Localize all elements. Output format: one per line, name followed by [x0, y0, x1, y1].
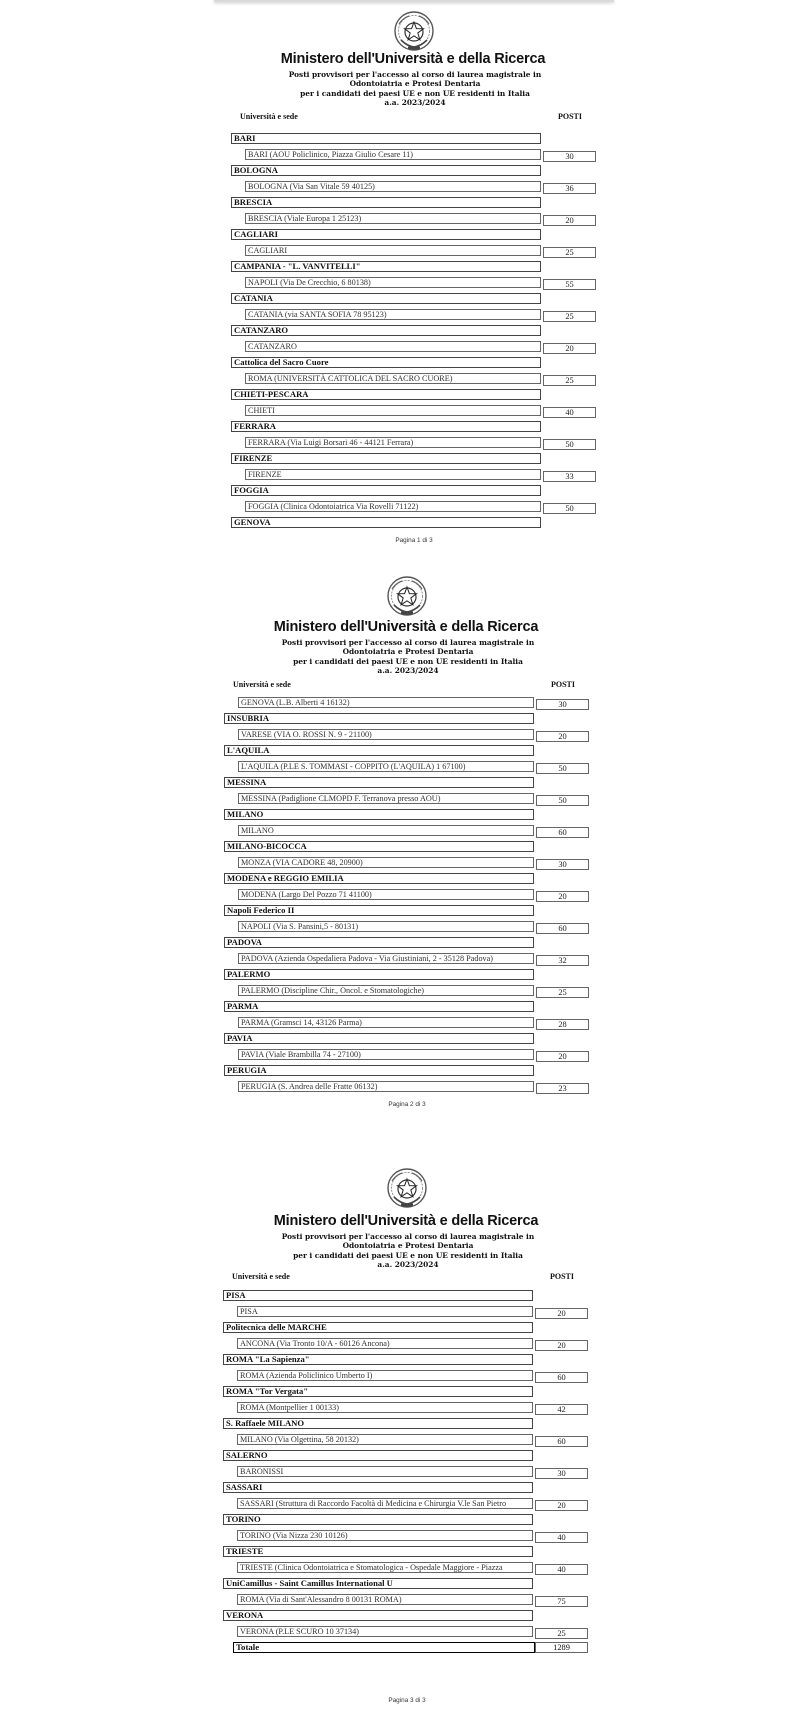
page-footer: Pagina 3 di 3: [388, 1697, 426, 1704]
university-name: SALERNO: [223, 1450, 533, 1461]
column-header-posti: POSTI: [558, 112, 583, 121]
sede-name: ROMA (Via di Sant'Alessandro 8 00131 ROMA): [237, 1594, 533, 1605]
university-name: FOGGIA: [231, 485, 541, 496]
sede-name: VERONA (P.LE SCURO 10 37134): [237, 1626, 533, 1637]
sede-name: L'AQUILA (P.LE S. TOMMASI - COPPITO (L'AQUILA) 1 67100): [238, 761, 534, 772]
university-name: MILANO-BICOCCA: [224, 841, 534, 852]
republic-emblem-icon: [393, 10, 435, 52]
university-name: MESSINA: [224, 777, 534, 788]
university-name: TRIESTE: [223, 1546, 533, 1557]
university-name: Cattolica del Sacro Cuore: [231, 357, 541, 368]
posti-value: 32: [536, 955, 589, 966]
posti-value: 20: [535, 1340, 588, 1351]
university-name: PAVIA: [224, 1033, 534, 1044]
university-name: CAMPANIA - "L. VANVITELLI": [231, 261, 541, 272]
posti-value: 20: [543, 343, 596, 354]
posti-value: 25: [543, 311, 596, 322]
column-header-university: Università e sede: [233, 680, 291, 689]
sede-name: VARESE (VIA O. ROSSI N. 9 - 21100): [238, 729, 534, 740]
sede-name: CAGLIARI: [245, 245, 541, 256]
sede-name: TRIESTE (Clinica Odontoiatrica e Stomatologica - Ospedale Maggiore - Piazza: [237, 1562, 533, 1573]
posti-value: 60: [536, 923, 589, 934]
sede-name: FOGGIA (Clinica Odontoiatrica Via Rovelli 71122): [245, 501, 541, 512]
sede-name: FIRENZE: [245, 469, 541, 480]
posti-value: 20: [543, 215, 596, 226]
subtitle-line: Odontoiatria e Protesi Dentaria: [349, 79, 481, 89]
posti-value: 23: [536, 1083, 589, 1094]
sede-name: MILANO (Via Olgettina, 58 20132): [237, 1434, 533, 1445]
posti-value: 25: [535, 1628, 588, 1639]
university-name: BARI: [231, 133, 541, 144]
posti-value: 55: [543, 279, 596, 290]
subtitle-line: Posti provvisori per l'accesso al corso di laurea magistrale in: [288, 70, 542, 79]
posti-value: 75: [535, 1596, 588, 1607]
university-name: VERONA: [223, 1610, 533, 1621]
university-name: Politecnica delle MARCHE: [223, 1322, 533, 1333]
university-name: MILANO: [224, 809, 534, 820]
republic-emblem-icon: [386, 1167, 428, 1209]
sede-name: PERUGIA (S. Andrea delle Fratte 06132): [238, 1081, 534, 1092]
posti-value: 20: [535, 1500, 588, 1511]
sede-name: CATANIA (via SANTA SOFIA 78 95123): [245, 309, 541, 320]
university-name: ROMA "Tor Vergata": [223, 1386, 533, 1397]
posti-value: 30: [536, 859, 589, 870]
university-name: FERRARA: [231, 421, 541, 432]
sede-name: MONZA (VIA CADORE 48, 20900): [238, 857, 534, 868]
university-name: L'AQUILA: [224, 745, 534, 756]
university-name: PERUGIA: [224, 1065, 534, 1076]
university-name: CATANZARO: [231, 325, 541, 336]
ministry-title: Ministero dell'Università e della Ricerca: [273, 619, 539, 635]
column-header-university: Università e sede: [232, 1272, 290, 1281]
column-header-university: Università e sede: [240, 112, 298, 121]
page-footer: Pagina 2 di 3: [388, 1101, 426, 1108]
posti-value: 25: [543, 375, 596, 386]
subtitle-line: a.a. 2023/2024: [384, 98, 446, 108]
sede-name: PISA: [237, 1306, 533, 1317]
university-name: GENOVA: [231, 517, 541, 528]
sede-name: TORINO (Via Nizza 230 10126): [237, 1530, 533, 1541]
subtitle-line: Posti provvisori per l'accesso al corso di laurea magistrale in: [281, 638, 535, 647]
posti-value: 50: [536, 763, 589, 774]
university-name: CHIETI-PESCARA: [231, 389, 541, 400]
posti-value: 30: [543, 151, 596, 162]
sede-name: MODENA (Largo Del Pozzo 71 41100): [238, 889, 534, 900]
posti-value: 50: [543, 439, 596, 450]
posti-value: 30: [535, 1468, 588, 1479]
university-name: SASSARI: [223, 1482, 533, 1493]
sede-name: CHIETI: [245, 405, 541, 416]
sede-name: PAVIA (Viale Brambilla 74 - 27100): [238, 1049, 534, 1060]
posti-value: 60: [535, 1372, 588, 1383]
posti-value: 28: [536, 1019, 589, 1030]
university-name: TORINO: [223, 1514, 533, 1525]
university-name: INSUBRIA: [224, 713, 534, 724]
posti-value: 40: [535, 1564, 588, 1575]
posti-value: 50: [543, 503, 596, 514]
sede-name: ROMA (UNIVERSITÀ CATTOLICA DEL SACRO CUORE): [245, 373, 541, 384]
subtitle-line: Odontoiatria e Protesi Dentaria: [342, 647, 474, 657]
sede-name: MILANO: [238, 825, 534, 836]
university-name: CAGLIARI: [231, 229, 541, 240]
sede-name: ROMA (Montpellier 1 00133): [237, 1402, 533, 1413]
university-name: PARMA: [224, 1001, 534, 1012]
posti-value: 33: [543, 471, 596, 482]
sede-name: MESSINA (Padiglione CLMOPD F. Terranova presso AOU): [238, 793, 534, 804]
subtitle-line: per i candidati dei paesi UE e non UE residenti in Italia: [293, 656, 523, 666]
sede-name: FERRARA (Via Luigi Borsari 46 - 44121 Ferrara): [245, 437, 541, 448]
sede-name: BOLOGNA (Via San Vitale 59 40125): [245, 181, 541, 192]
posti-value: 25: [536, 987, 589, 998]
sede-name: CATANZARO: [245, 341, 541, 352]
university-name: UniCamillus - Saint Camillus International U: [223, 1578, 533, 1589]
posti-value: 20: [536, 731, 589, 742]
subtitle-line: per i candidati dei paesi UE e non UE residenti in Italia: [293, 1250, 523, 1260]
sede-name: PARMA (Gramsci 14, 43126 Parma): [238, 1017, 534, 1028]
sede-name: BARONISSI: [237, 1466, 533, 1477]
total-value: 1289: [535, 1642, 588, 1653]
column-header-posti: POSTI: [550, 1272, 575, 1281]
subtitle-line: a.a. 2023/2024: [377, 666, 439, 676]
sede-name: ANCONA (Via Tronto 10/A - 60126 Ancona): [237, 1338, 533, 1349]
page-footer: Pagina 1 di 3: [395, 537, 433, 544]
university-name: PADOVA: [224, 937, 534, 948]
university-name: PISA: [223, 1290, 533, 1301]
subtitle-line: Posti provvisori per l'accesso al corso di laurea magistrale in: [281, 1232, 535, 1241]
posti-value: 20: [535, 1308, 588, 1319]
sede-name: SASSARI (Struttura di Raccordo Facoltà di Medicina e Chirurgia V.le San Pietro: [237, 1498, 533, 1509]
subtitle-line: a.a. 2023/2024: [377, 1260, 439, 1270]
posti-value: 40: [535, 1532, 588, 1543]
sede-name: ROMA (Azienda Policlinico Umberto I): [237, 1370, 533, 1381]
subtitle-line: Odontoiatria e Protesi Dentaria: [342, 1241, 474, 1251]
sede-name: NAPOLI (Via S. Pansini,5 - 80131): [238, 921, 534, 932]
sede-name: PADOVA (Azienda Ospedaliera Padova - Via Giustiniani, 2 - 35128 Padova): [238, 953, 534, 964]
posti-value: 25: [543, 247, 596, 258]
university-name: CATANIA: [231, 293, 541, 304]
university-name: Napoli Federico II: [224, 905, 534, 916]
posti-value: 20: [536, 1051, 589, 1062]
university-name: S. Raffaele MILANO: [223, 1418, 533, 1429]
sede-name: GENOVA (L.B. Alberti 4 16132): [238, 697, 534, 708]
republic-emblem-icon: [386, 575, 428, 617]
sede-name: NAPOLI (Via De Crecchio, 6 80138): [245, 277, 541, 288]
university-name: PALERMO: [224, 969, 534, 980]
university-name: ROMA "La Sapienza": [223, 1354, 533, 1365]
university-name: MODENA e REGGIO EMILIA: [224, 873, 534, 884]
university-name: FIRENZE: [231, 453, 541, 464]
posti-value: 42: [535, 1404, 588, 1415]
university-name: BRESCIA: [231, 197, 541, 208]
posti-value: 50: [536, 795, 589, 806]
posti-value: 20: [536, 891, 589, 902]
sede-name: BRESCIA (Viale Europa 1 25123): [245, 213, 541, 224]
column-header-posti: POSTI: [551, 680, 576, 689]
subtitle-line: per i candidati dei paesi UE e non UE residenti in Italia: [300, 88, 530, 98]
document-top-edge: [214, 0, 614, 2]
posti-value: 60: [535, 1436, 588, 1447]
ministry-title: Ministero dell'Università e della Ricerca: [280, 51, 546, 67]
sede-name: BARI (AOU Policlinico, Piazza Giulio Cesare 11): [245, 149, 541, 160]
posti-value: 30: [536, 699, 589, 710]
posti-value: 36: [543, 183, 596, 194]
total-label: Totale: [233, 1642, 535, 1653]
ministry-title: Ministero dell'Università e della Ricerca: [273, 1213, 539, 1229]
sede-name: PALERMO (Discipline Chir., Oncol. e Stomatologiche): [238, 985, 534, 996]
posti-value: 60: [536, 827, 589, 838]
university-name: BOLOGNA: [231, 165, 541, 176]
posti-value: 40: [543, 407, 596, 418]
